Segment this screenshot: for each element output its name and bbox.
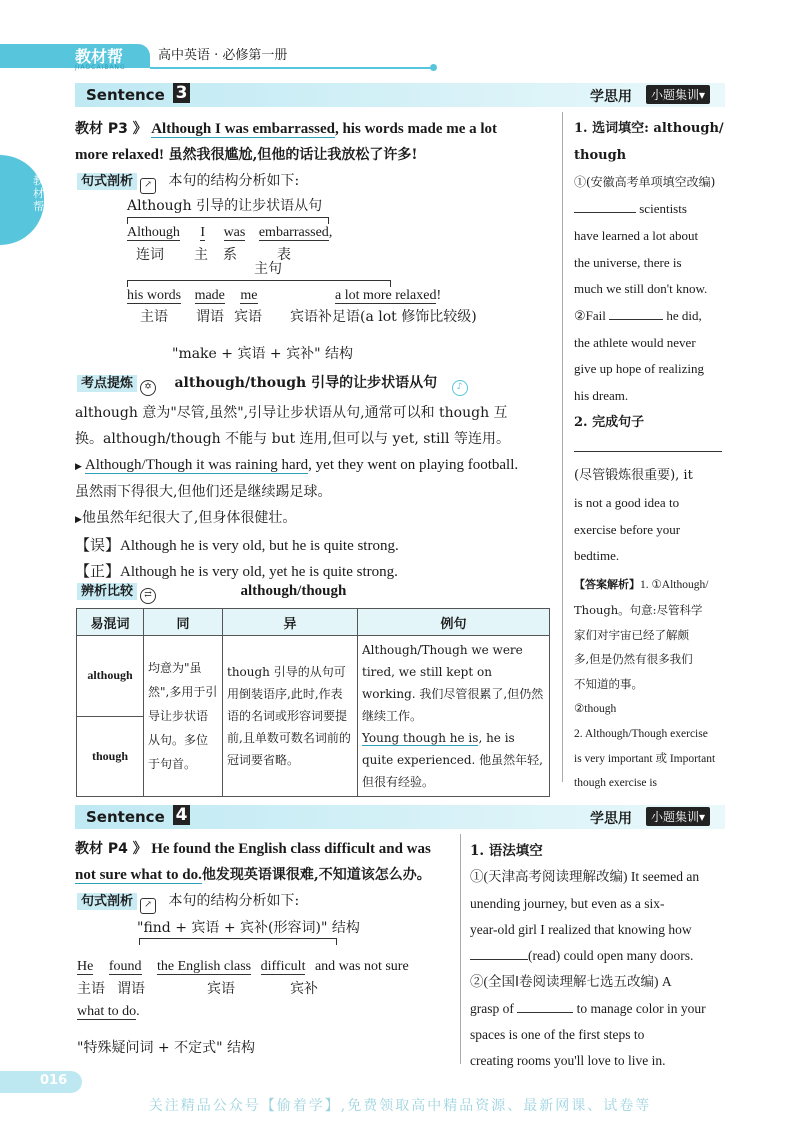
answer-tag: 【答案解析】 bbox=[574, 578, 640, 591]
cmp-heading bbox=[77, 580, 346, 604]
s4-q1-title: 1. 语法填空 bbox=[470, 843, 543, 859]
s4-translation: 他发现英语课很难,不知道该怎么办。 bbox=[201, 867, 431, 883]
s4-part-b: not sure what to do. bbox=[75, 867, 202, 883]
compare-table bbox=[76, 608, 550, 797]
ans-2: Though。句意:尽管科学 bbox=[574, 602, 703, 617]
q1-1-d: much we still don't know. bbox=[574, 281, 708, 297]
analysis-text: 本句的结构分析如下: bbox=[168, 173, 300, 189]
header-rule bbox=[150, 67, 432, 69]
cmp-title: although/though bbox=[240, 583, 347, 599]
brand-logo: 教材帮 bbox=[75, 47, 124, 66]
s4-part-a: He found the English class difficult and was bbox=[151, 841, 431, 857]
th-diff: 异 bbox=[223, 609, 358, 636]
answer-box bbox=[574, 572, 726, 796]
kp-tag: 考点提炼 bbox=[77, 375, 137, 392]
analysis-heading bbox=[77, 170, 299, 194]
q1-1-c: the universe, there is bbox=[574, 254, 682, 270]
sound-icon: ♪ bbox=[452, 380, 468, 396]
sentence-part-c: more relaxed! bbox=[75, 147, 164, 163]
find-brace bbox=[139, 938, 337, 945]
cmp-tag: 辨析比较 bbox=[77, 583, 137, 600]
blank-4[interactable] bbox=[470, 959, 528, 960]
word-embarrassed: embarrassed bbox=[258, 225, 329, 240]
role-link: 系 bbox=[223, 247, 237, 263]
q1-title-b: though bbox=[574, 147, 627, 163]
kp-title: although/though 引导的让步状语从句 bbox=[174, 375, 438, 391]
role-m-obj: 宾语 bbox=[234, 309, 262, 325]
column-divider-2 bbox=[460, 834, 461, 1064]
role-pred: 表 bbox=[277, 247, 291, 263]
s4-a7: spaces is one of the first steps to bbox=[470, 1027, 645, 1043]
practice-label-2: 学思用 bbox=[590, 811, 632, 827]
main-words bbox=[127, 288, 441, 304]
header-dot bbox=[430, 64, 437, 71]
compare-icon: ⇄ bbox=[140, 588, 156, 604]
example-1-clause: Although/Though it was raining hard bbox=[84, 457, 309, 473]
clause-label: Although 引导的让步状语从句 bbox=[127, 198, 323, 214]
th-word: 易混词 bbox=[77, 609, 144, 636]
sentence-4-title: Sentence bbox=[86, 808, 165, 826]
th-example: 例句 bbox=[358, 609, 550, 636]
kp-para-1: although 意为"尽管,虽然",引导让步状语从句,通常可以和 though 互 bbox=[75, 405, 508, 421]
analysis-tag: 句式剖析 bbox=[77, 173, 137, 190]
word-relaxed: a lot more relaxed bbox=[335, 288, 437, 303]
s4-what-to-do bbox=[77, 1004, 140, 1020]
example-1-rest: , yet they went on playing football. bbox=[308, 457, 519, 473]
pattern-note-3: "特殊疑问词 + 不定式" 结构 bbox=[77, 1040, 255, 1056]
q2-b: is not a good idea to bbox=[574, 494, 680, 510]
chart-icon-2: ↗ bbox=[140, 898, 156, 914]
sentence-3-title: Sentence bbox=[86, 86, 165, 104]
cell-diff: though 引导的从句可用倒装语序,此时,作表语的名词或形容词要提前,且单数可数名词前的冠词要省略。 bbox=[223, 636, 358, 797]
word-made: made bbox=[194, 288, 225, 303]
period: . bbox=[136, 1004, 140, 1019]
row-although: although bbox=[77, 636, 144, 717]
star-icon: ✡ bbox=[140, 380, 156, 396]
side-tab-label: 教材帮 bbox=[33, 174, 44, 213]
q2-a: (尽管锻炼很重要), it bbox=[574, 468, 693, 484]
s4-a5: ②(全国Ⅰ卷阅读理解七选五改编) A bbox=[470, 974, 672, 990]
blank-3[interactable] bbox=[574, 451, 722, 452]
s4-words bbox=[77, 959, 409, 975]
kp-body: although 意为"尽管,虽然",引导让步状语从句,通常可以和 though 互 换。although/though 不能与 but 连用,但可以与 yet, still 等连用。 ▶ Although/Though it was raining hard, yet they went on playing football. 虽然雨下得很大,但他们还是继续踢足球。 ▶他虽然年纪很大了,但身体很健壮。 【误】Although he is very old, but he is quite strong. 【正】Although he is very old, yet he is quite strong. bbox=[75, 400, 555, 585]
cell-same: 均意为"虽然",多用于引导让步状语从句。多位于句首。 bbox=[144, 636, 223, 797]
clause-brace bbox=[127, 217, 329, 224]
comma: , bbox=[328, 225, 333, 240]
role-difficult: 宾补 bbox=[290, 981, 318, 997]
analysis-text-2: 本句的结构分析如下: bbox=[168, 893, 300, 909]
word-and-was: and was not sure bbox=[314, 959, 409, 974]
word-what-to-do: what to do bbox=[77, 1004, 137, 1019]
source-ref-2: 教材 P4 》 bbox=[75, 841, 147, 857]
sentence-translation: 虽然我很尴尬,但他的话让我放松了许多! bbox=[168, 147, 418, 163]
ans-8: is very important 或 Important bbox=[574, 752, 716, 765]
ans-5: 不知道的事。 bbox=[574, 677, 643, 692]
clause-words bbox=[127, 225, 332, 241]
practice-label: 学思用 bbox=[590, 89, 632, 105]
role-subj: 主 bbox=[194, 247, 208, 263]
word-i: I bbox=[200, 225, 206, 240]
cell-examples bbox=[358, 636, 550, 797]
row-though: though bbox=[77, 716, 144, 797]
s4-a6a: grasp of bbox=[470, 1000, 514, 1016]
s4-a8: creating rooms you'll love to live in. bbox=[470, 1053, 666, 1069]
kp-heading bbox=[77, 372, 547, 394]
kp-para-2: 换。although/though 不能与 but 连用,但可以与 yet, still 等连用。 bbox=[75, 431, 510, 447]
th-same: 同 bbox=[144, 609, 223, 636]
word-english-class: the English class bbox=[157, 959, 252, 974]
q1-2-a: ②Fail bbox=[574, 307, 606, 323]
s4-a1: ①(天津高考阅读理解改编) It seemed an bbox=[470, 869, 700, 885]
q1-title: 1. 选词填空: although/ bbox=[574, 121, 724, 136]
q1-2-d: give up hope of realizing bbox=[574, 361, 704, 377]
q2-title: 2. 完成句子 bbox=[574, 414, 645, 430]
ans-6: ②though bbox=[574, 702, 617, 715]
source-ref: 教材 P3 》 bbox=[75, 121, 147, 137]
example-wrong: 【误】Although he is very old, but he is quite strong. bbox=[75, 538, 399, 554]
sentence-3-number: 3 bbox=[173, 83, 190, 103]
word-he: He bbox=[77, 959, 94, 974]
ans-4: 多,但是仍然有很多我们 bbox=[574, 652, 693, 667]
word-although: Although bbox=[127, 225, 180, 240]
ans-9: though exercise is bbox=[574, 777, 658, 790]
word-found: found bbox=[108, 959, 142, 974]
word-his-words: his words bbox=[127, 288, 182, 303]
analysis-tag-2: 句式剖析 bbox=[77, 893, 137, 910]
pattern-note-2: "find + 宾语 + 宾补(形容词)" 结构 bbox=[137, 920, 360, 936]
column-divider bbox=[562, 112, 563, 782]
role-conj: 连词 bbox=[136, 247, 164, 263]
role-m-pred: 谓语 bbox=[196, 309, 224, 325]
cell-example-1: Although/Though we were tired, we still kept on working. 我们尽管很累了,但仍然继续工作。 bbox=[362, 643, 544, 723]
excl: ! bbox=[436, 288, 442, 303]
ans-1: 1. ①Although/ bbox=[640, 579, 709, 591]
chart-icon: ↗ bbox=[140, 178, 156, 194]
blank-2[interactable] bbox=[609, 319, 663, 320]
book-title: 高中英语 · 必修第一册 bbox=[158, 48, 288, 63]
example-2-cn: 他虽然年纪很大了,但身体很健壮。 bbox=[81, 510, 297, 526]
watermark: 关注精品公众号【偷着学】,免费领取高中精品资源、最新网课、试卷等 bbox=[148, 1098, 652, 1114]
q2-d: bedtime. bbox=[574, 548, 620, 564]
word-difficult: difficult bbox=[260, 959, 306, 974]
s3-sentence bbox=[75, 116, 555, 168]
s4-a4: (read) could open many doors. bbox=[528, 948, 694, 964]
blank-1[interactable] bbox=[574, 212, 636, 213]
s4-a2: unending journey, but even as a six- bbox=[470, 895, 665, 911]
practice-tag: 小题集训▾ bbox=[646, 85, 710, 104]
word-was: was bbox=[223, 225, 246, 240]
analysis-heading-2 bbox=[77, 890, 299, 914]
role-m-subj: 主语 bbox=[140, 309, 168, 325]
practice-tag-2: 小题集训▾ bbox=[646, 807, 710, 826]
role-he: 主语 bbox=[77, 981, 105, 997]
role-m-comp: 宾语补足语(a lot 修饰比较级) bbox=[290, 309, 477, 325]
q2-c: exercise before your bbox=[574, 521, 681, 537]
q1-2-e: his dream. bbox=[574, 388, 629, 404]
page-number: 016 bbox=[40, 1073, 68, 1088]
cell-example-2-rest: , he is quite experienced. 他虽然年轻,但很有经验。 bbox=[362, 731, 543, 789]
s4-a6b: to manage color in your bbox=[576, 1000, 706, 1016]
blank-5[interactable] bbox=[517, 1012, 573, 1013]
role-class: 宾语 bbox=[207, 981, 235, 997]
role-found: 谓语 bbox=[117, 981, 145, 997]
sentence-4-number: 4 bbox=[173, 805, 190, 825]
s4-exercises bbox=[470, 838, 725, 1075]
sentence-part-a: Although I was embarrassed bbox=[151, 121, 335, 137]
q1-1-a: scientists bbox=[639, 201, 687, 217]
q1-2-b: he did, bbox=[666, 307, 702, 323]
q1-1-source: ①(安徽高考单项填空改编) bbox=[574, 175, 716, 190]
ans-7: 2. Although/Though exercise bbox=[574, 727, 708, 740]
pattern-note: "make + 宾语 + 宾补" 结构 bbox=[172, 346, 353, 362]
q1-1-b: have learned a lot about bbox=[574, 227, 699, 243]
main-brace bbox=[127, 280, 391, 287]
s4-a3: year-old girl I realized that knowing how bbox=[470, 921, 692, 937]
main-clause-label: 主句 bbox=[254, 261, 282, 277]
ans-3: 家们对宇宙已经了解颇 bbox=[574, 627, 689, 642]
s4-sentence bbox=[75, 836, 453, 888]
brand-sub: JIAOCAIBANG bbox=[75, 64, 126, 71]
cell-example-2-clause: Young though he is bbox=[362, 731, 479, 745]
q1-2-c: the athlete would never bbox=[574, 334, 696, 350]
s3-exercises bbox=[574, 116, 724, 570]
word-me: me bbox=[240, 288, 258, 303]
sentence-part-b: , his words made me a lot bbox=[334, 121, 498, 137]
example-1-cn: 虽然雨下得很大,但他们还是继续踢足球。 bbox=[75, 484, 332, 500]
example-right: 【正】Although he is very old, yet he is quite strong. bbox=[75, 564, 398, 580]
